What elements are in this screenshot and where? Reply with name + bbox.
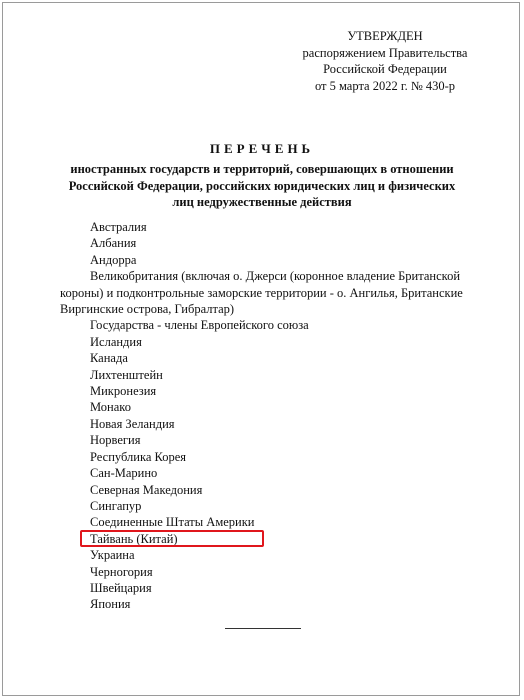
country-list-item (60, 235, 480, 251)
country-name: Сингапур (90, 498, 142, 513)
country-list-item-highlighted (60, 531, 480, 547)
approval-authority: Российской Федерации (323, 62, 447, 76)
country-list-item (60, 564, 480, 580)
country-name: Швейцария (90, 580, 152, 595)
approval-date-number: от 5 марта 2022 г. № 430-р (314, 78, 456, 93)
approval-decree-line: распоряжением Правительства (302, 45, 468, 60)
country-name: Австралия (90, 220, 147, 234)
country-list-item (60, 350, 480, 366)
country-list-item (60, 432, 480, 448)
country-list-item (60, 465, 480, 481)
country-name: Республика Корея (90, 449, 187, 464)
country-name: Исландия (90, 334, 142, 349)
country-name: Албания (90, 236, 137, 251)
end-divider (225, 628, 301, 629)
country-list-item (60, 383, 480, 399)
country-list-item (60, 399, 480, 415)
country-list-item (60, 268, 480, 317)
country-name: Япония (90, 597, 131, 612)
country-name-line: Виргинские острова, Гибралтар) (60, 302, 235, 317)
country-name: Микронезия (90, 384, 157, 399)
country-list-item (60, 334, 480, 350)
country-name: Сан-Марино (90, 466, 158, 481)
country-name-line: короны) и подконтрольные заморские территории - о. Ангилья, Британские (60, 285, 463, 300)
country-name: Соединенные Штаты Америки (90, 515, 255, 530)
country-list-item (60, 580, 480, 596)
country-list-item (60, 498, 480, 514)
country-name: Государства - члены Европейского союза (90, 318, 309, 333)
country-list-item (60, 252, 480, 268)
country-list-item (60, 416, 480, 432)
country-list-item (60, 449, 480, 465)
subtitle-line-3: лиц недружественные действия (172, 195, 352, 209)
country-name: Монако (90, 400, 131, 415)
document-subtitle (40, 161, 484, 211)
country-name: Лихтенштейн (90, 367, 163, 382)
country-name: Украина (90, 548, 135, 563)
country-name: Новая Зеландия (90, 416, 175, 431)
country-list (60, 219, 480, 613)
country-name: Северная Македония (90, 482, 203, 497)
country-name: Тайвань (Китай) (90, 531, 178, 546)
country-name: Черногория (90, 564, 153, 579)
document-title: ПЕРЕЧЕНЬ (209, 141, 315, 156)
country-list-item (60, 596, 480, 612)
country-list-item (60, 219, 480, 235)
country-list-item (60, 367, 480, 383)
country-name-line: Великобритания (включая о. Джерси (коронное владение Британской (90, 269, 461, 284)
subtitle-line-2: Российской Федерации, российских юридических лиц и физических (68, 178, 456, 193)
approval-heading: УТВЕРЖДЕН (347, 29, 423, 43)
country-name: Андорра (90, 252, 137, 267)
country-list-item (60, 482, 480, 498)
country-name: Канада (90, 351, 128, 366)
country-list-item (60, 317, 480, 333)
subtitle-line-1: иностранных государств и территорий, совершающих в отношении (70, 162, 454, 176)
country-list-item (60, 514, 480, 530)
country-list-item (60, 547, 480, 563)
country-name: Норвегия (90, 433, 141, 448)
approval-stamp (270, 28, 500, 94)
